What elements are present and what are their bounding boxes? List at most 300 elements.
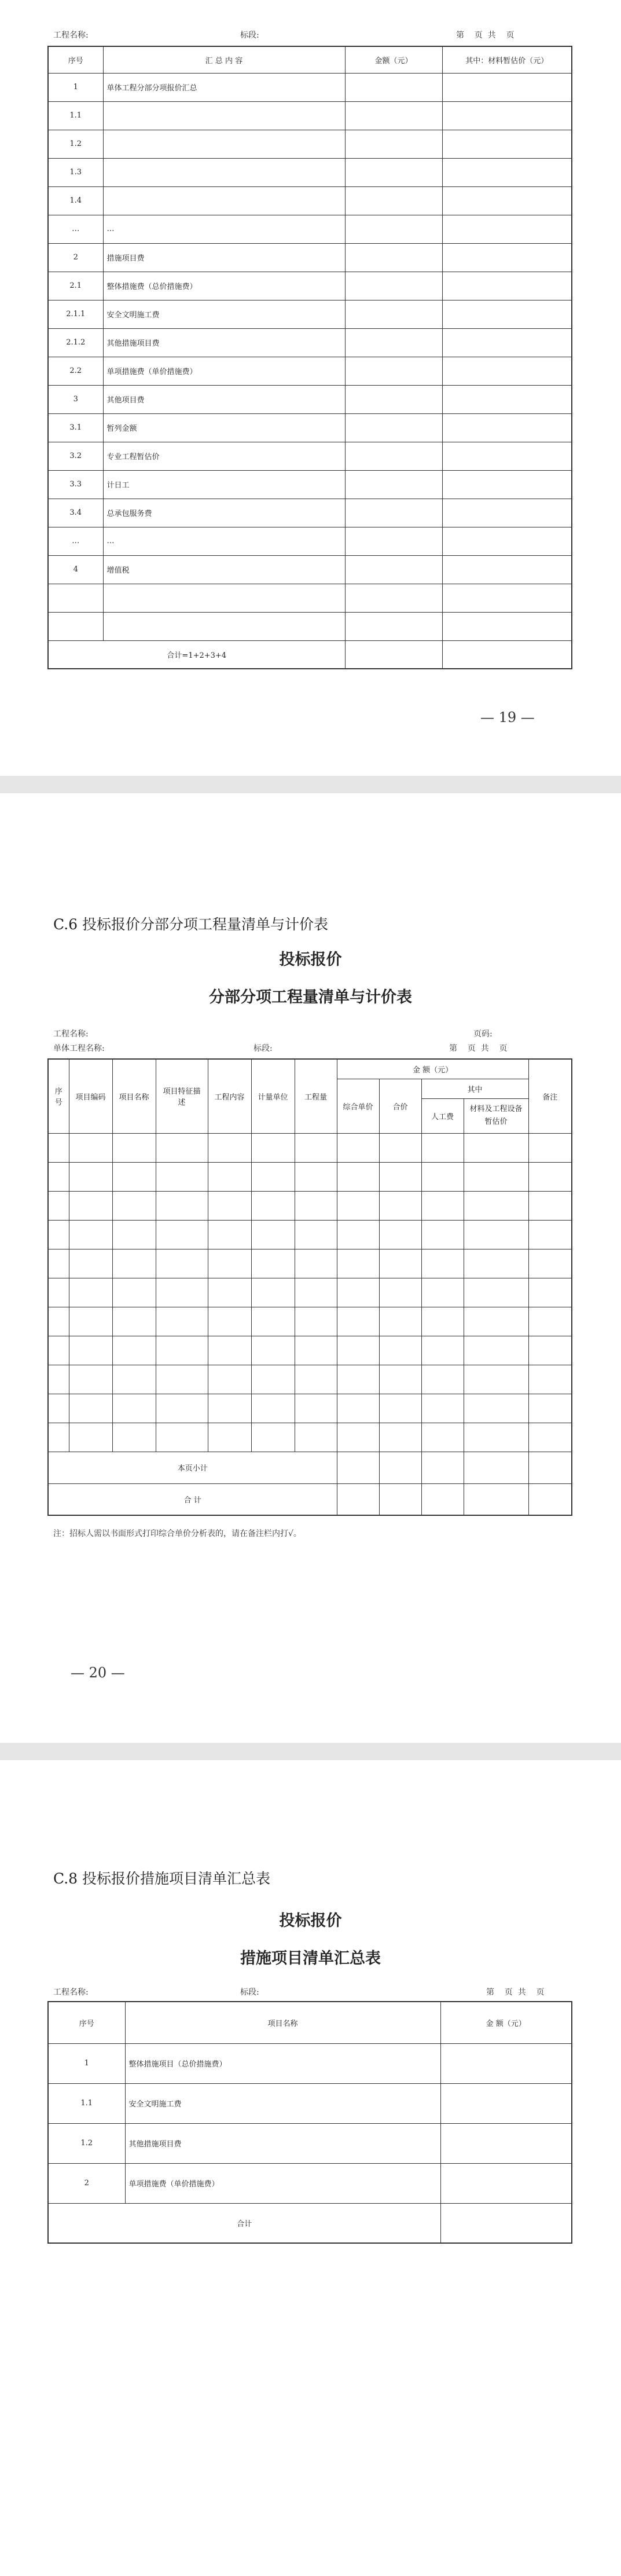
col-header-2: 金额（元） (345, 46, 442, 73)
cell (379, 1307, 421, 1336)
cell (112, 1307, 156, 1336)
cell (295, 1162, 337, 1191)
cell (528, 1278, 572, 1307)
subtotal-row-label: 本页小计 (48, 1452, 337, 1483)
table-row (48, 73, 572, 101)
table-row (48, 215, 572, 243)
row-amount (345, 186, 442, 215)
total-label: 合计=1+2+3+4 (48, 640, 345, 669)
cell (112, 1133, 156, 1162)
cell (251, 1220, 295, 1249)
cell (421, 1483, 464, 1515)
row-material-est (442, 499, 572, 527)
table-row (48, 1394, 572, 1423)
cell (208, 1365, 251, 1394)
row-material-est (442, 243, 572, 272)
cell (421, 1394, 464, 1423)
cell (421, 1365, 464, 1394)
row-amount (345, 555, 442, 584)
col-header-3: 其中：材料暂估价（元） (442, 46, 572, 73)
cell (251, 1191, 295, 1220)
cell (295, 1423, 337, 1452)
row-amount (345, 73, 442, 101)
table-row (48, 612, 572, 640)
total-label: 合计 (48, 2203, 440, 2243)
cell (464, 1336, 528, 1365)
table-row (48, 442, 572, 470)
cell (208, 1191, 251, 1220)
cell (337, 1133, 379, 1162)
cell (112, 1423, 156, 1452)
cell (48, 1162, 69, 1191)
cell (379, 1423, 421, 1452)
cell (421, 1452, 464, 1483)
cell (48, 1394, 69, 1423)
cell (48, 1220, 69, 1249)
row-content: 整体措施费（总价措施费） (103, 272, 345, 300)
cell (48, 1336, 69, 1365)
cell (112, 1365, 156, 1394)
total-amount (345, 640, 442, 669)
cell (379, 1191, 421, 1220)
row-seq: 1.1 (48, 2083, 125, 2123)
row-seq: 2.2 (48, 357, 103, 385)
row-seq: 1.3 (48, 158, 103, 186)
cell (464, 1191, 528, 1220)
cell (337, 1307, 379, 1336)
row-content: 暂列金额 (103, 413, 345, 442)
col-qty: 工程量 (295, 1059, 337, 1133)
cell (528, 1483, 572, 1515)
table-row (48, 2083, 572, 2123)
cell (295, 1365, 337, 1394)
cell (337, 1394, 379, 1423)
cell (464, 1220, 528, 1249)
cell (464, 1133, 528, 1162)
col-name: 项目名称 (112, 1059, 156, 1133)
row-seq: … (48, 527, 103, 555)
cell (251, 1278, 295, 1307)
subtotal-row (48, 1452, 572, 1483)
row-content: 措施项目费 (103, 243, 345, 272)
cell (295, 1336, 337, 1365)
col-material: 材料及工程设备暂估价 (464, 1098, 528, 1133)
cell (251, 1249, 295, 1278)
cell (112, 1336, 156, 1365)
section-title: C.6 投标报价分部分项工程量清单与计价表 (53, 916, 329, 933)
table-row (48, 1162, 572, 1191)
cell (337, 1423, 379, 1452)
cell (251, 1133, 295, 1162)
cell (528, 1394, 572, 1423)
row-amount (345, 442, 442, 470)
row-amount (345, 328, 442, 357)
row-seq: 1.1 (48, 101, 103, 130)
row-amount (345, 470, 442, 499)
cell (208, 1133, 251, 1162)
row-amount (345, 101, 442, 130)
cell (69, 1394, 112, 1423)
project-name-label: 工程名称: (53, 31, 89, 40)
summary-table (47, 46, 572, 669)
cell (48, 1191, 69, 1220)
row-item-name: 整体措施项目（总价措施费） (125, 2043, 440, 2083)
row-material-est (442, 158, 572, 186)
cell (337, 1220, 379, 1249)
cell (464, 1483, 528, 1515)
cell (337, 1336, 379, 1365)
cell (295, 1133, 337, 1162)
cell (112, 1394, 156, 1423)
cell (379, 1278, 421, 1307)
col-code: 项目编码 (69, 1059, 112, 1133)
row-seq: 2.1 (48, 272, 103, 300)
row-amount (345, 413, 442, 442)
row-amount (345, 357, 442, 385)
row-content: 增值税 (103, 555, 345, 584)
cell (208, 1249, 251, 1278)
cell (421, 1133, 464, 1162)
table-row (48, 158, 572, 186)
cell (208, 1336, 251, 1365)
table-row (48, 272, 572, 300)
page-number: — 20 — (71, 1665, 125, 1681)
cell (48, 1133, 69, 1162)
table-row (48, 1365, 572, 1394)
cell (208, 1220, 251, 1249)
table-row (48, 1336, 572, 1365)
cell (112, 1249, 156, 1278)
row-amount (345, 130, 442, 158)
total-row (48, 640, 572, 669)
col-amount: 金 额（元） (337, 1059, 528, 1079)
page-number: — 19 — (480, 709, 535, 725)
cell (156, 1191, 208, 1220)
cell (112, 1220, 156, 1249)
row-seq: 3.4 (48, 499, 103, 527)
row-amount (345, 158, 442, 186)
cell (156, 1336, 208, 1365)
cell (379, 1220, 421, 1249)
row-content (103, 584, 345, 612)
cell (464, 1423, 528, 1452)
doc-title: 投标报价 (279, 951, 342, 969)
cell (295, 1394, 337, 1423)
cell (69, 1249, 112, 1278)
cell (208, 1162, 251, 1191)
col-unit: 计量单位 (251, 1059, 295, 1133)
cell (379, 1162, 421, 1191)
cell (421, 1162, 464, 1191)
col-header-1: 项目名称 (125, 2002, 440, 2043)
row-item-name: 单项措施费（单价措施费） (125, 2163, 440, 2203)
cell (337, 1162, 379, 1191)
row-seq (48, 584, 103, 612)
cell (48, 1423, 69, 1452)
cell (528, 1336, 572, 1365)
table-title: 措施项目清单汇总表 (240, 1950, 381, 1967)
cell (464, 1452, 528, 1483)
project-name-label: 工程名称: (53, 1029, 89, 1039)
cell (464, 1307, 528, 1336)
row-seq: 2 (48, 2163, 125, 2203)
table-row (48, 2123, 572, 2163)
cell (208, 1394, 251, 1423)
cell (156, 1365, 208, 1394)
project-name-label: 工程名称: (53, 1988, 89, 1997)
row-content (103, 130, 345, 158)
row-seq: 1 (48, 2043, 125, 2083)
bill-quantities-table (47, 1058, 572, 1516)
cell (48, 1249, 69, 1278)
col-header-1: 汇 总 内 容 (103, 46, 345, 73)
cell (156, 1162, 208, 1191)
cell (379, 1394, 421, 1423)
cell (112, 1191, 156, 1220)
row-seq: 2.1.1 (48, 300, 103, 328)
cell (69, 1365, 112, 1394)
col-labor: 人工费 (421, 1098, 464, 1133)
unit-project-label: 单体工程名称: (53, 1044, 105, 1053)
row-material-est (442, 413, 572, 442)
cell (528, 1423, 572, 1452)
total-row-label: 合 计 (48, 1483, 337, 1515)
col-of-which: 其中 (421, 1079, 528, 1098)
page-count-label: 第 页 共 页 (456, 31, 515, 40)
row-seq: 1.2 (48, 130, 103, 158)
cell (69, 1278, 112, 1307)
cell (251, 1162, 295, 1191)
row-material-est (442, 101, 572, 130)
row-material-est (442, 272, 572, 300)
cell (528, 1365, 572, 1394)
row-seq: 1.4 (48, 186, 103, 215)
cell (528, 1162, 572, 1191)
cell (379, 1483, 421, 1515)
row-material-est (442, 442, 572, 470)
cell (379, 1336, 421, 1365)
cell (337, 1278, 379, 1307)
cell (295, 1307, 337, 1336)
row-material-est (442, 555, 572, 584)
cell (528, 1452, 572, 1483)
section-label: 标段: (240, 1988, 259, 1997)
row-amount (345, 243, 442, 272)
cell (156, 1423, 208, 1452)
table-row (48, 101, 572, 130)
row-amount (440, 2123, 572, 2163)
row-material-est (442, 73, 572, 101)
row-material-est (442, 385, 572, 413)
section-title: C.8 投标报价措施项目清单汇总表 (53, 1870, 271, 1887)
row-seq: 4 (48, 555, 103, 584)
table-row (48, 1278, 572, 1307)
row-amount (345, 300, 442, 328)
cell (48, 1365, 69, 1394)
row-content (103, 186, 345, 215)
row-amount (440, 2083, 572, 2123)
row-amount (440, 2043, 572, 2083)
cell (208, 1423, 251, 1452)
row-content: 其他措施项目费 (103, 328, 345, 357)
cell (156, 1394, 208, 1423)
cell (464, 1162, 528, 1191)
cell (528, 1307, 572, 1336)
row-amount (345, 215, 442, 243)
table-row (48, 2163, 572, 2203)
row-content: 其他项目费 (103, 385, 345, 413)
row-seq: … (48, 215, 103, 243)
row-seq: 3.1 (48, 413, 103, 442)
cell (208, 1278, 251, 1307)
doc-title: 投标报价 (279, 1912, 342, 1930)
total-row (48, 1483, 572, 1515)
col-total: 合价 (379, 1079, 421, 1133)
cell (379, 1249, 421, 1278)
cell (421, 1249, 464, 1278)
table-row (48, 1423, 572, 1452)
page-count-label: 第 页 共 页 (486, 1988, 545, 1997)
row-item-name: 安全文明施工费 (125, 2083, 440, 2123)
table-row (48, 413, 572, 442)
row-material-est (442, 215, 572, 243)
row-material-est (442, 130, 572, 158)
row-material-est (442, 357, 572, 385)
cell (337, 1249, 379, 1278)
table-row (48, 385, 572, 413)
cell (379, 1365, 421, 1394)
row-content: 安全文明施工费 (103, 300, 345, 328)
cell (421, 1220, 464, 1249)
total-material-est (442, 640, 572, 669)
row-content: 总承包服务费 (103, 499, 345, 527)
row-material-est (442, 300, 572, 328)
row-content: 专业工程暂估价 (103, 442, 345, 470)
cell (528, 1133, 572, 1162)
col-seq: 序号 (48, 1059, 69, 1133)
row-seq: 3.2 (48, 442, 103, 470)
table-row (48, 243, 572, 272)
cell (421, 1336, 464, 1365)
col-header-2: 金 额（元） (440, 2002, 572, 2043)
row-amount (345, 499, 442, 527)
row-seq (48, 612, 103, 640)
cell (112, 1278, 156, 1307)
table-title: 分部分项工程量清单与计价表 (209, 988, 412, 1006)
cell (295, 1220, 337, 1249)
row-material-est (442, 470, 572, 499)
table-row (48, 499, 572, 527)
row-seq: 3.3 (48, 470, 103, 499)
cell (208, 1307, 251, 1336)
row-content (103, 101, 345, 130)
row-content (103, 158, 345, 186)
table-row (48, 470, 572, 499)
col-remark: 备注 (528, 1059, 572, 1133)
cell (295, 1249, 337, 1278)
cell (251, 1423, 295, 1452)
row-item-name: 其他措施项目费 (125, 2123, 440, 2163)
cell (337, 1483, 379, 1515)
cell (337, 1365, 379, 1394)
cell (528, 1249, 572, 1278)
row-seq: 1.2 (48, 2123, 125, 2163)
page-count-label: 第 页 共 页 (449, 1044, 508, 1053)
col-header-0: 序号 (48, 46, 103, 73)
table-row (48, 1220, 572, 1249)
cell (379, 1452, 421, 1483)
table-row (48, 357, 572, 385)
row-material-est (442, 584, 572, 612)
cell (337, 1452, 379, 1483)
cell (295, 1278, 337, 1307)
table-row (48, 186, 572, 215)
section-label: 标段: (253, 1044, 273, 1053)
cell (48, 1278, 69, 1307)
table-row (48, 584, 572, 612)
table-row (48, 328, 572, 357)
row-content: 单体工程分部分项报价汇总 (103, 73, 345, 101)
table-row (48, 1133, 572, 1162)
col-feature: 项目特征描述 (156, 1059, 208, 1133)
row-content (103, 612, 345, 640)
row-amount (345, 584, 442, 612)
row-amount (345, 527, 442, 555)
cell (69, 1133, 112, 1162)
table-row (48, 1307, 572, 1336)
row-amount (345, 272, 442, 300)
cell (528, 1220, 572, 1249)
cell (69, 1336, 112, 1365)
table-row (48, 2043, 572, 2083)
cell (251, 1394, 295, 1423)
cell (464, 1278, 528, 1307)
cell (251, 1336, 295, 1365)
row-seq: 2 (48, 243, 103, 272)
cell (464, 1249, 528, 1278)
cell (421, 1191, 464, 1220)
page-21 (0, 1760, 621, 2576)
table-row (48, 130, 572, 158)
cell (156, 1220, 208, 1249)
page-20 (0, 793, 621, 1743)
cell (69, 1307, 112, 1336)
row-amount (440, 2163, 572, 2203)
cell (69, 1423, 112, 1452)
row-content: … (103, 527, 345, 555)
cell (251, 1365, 295, 1394)
table-row (48, 1191, 572, 1220)
cell (112, 1162, 156, 1191)
cell (421, 1278, 464, 1307)
row-material-est (442, 328, 572, 357)
row-amount (345, 385, 442, 413)
cell (156, 1133, 208, 1162)
page-code-label: 页码: (473, 1029, 493, 1039)
cell (464, 1394, 528, 1423)
col-unit-price: 综合单价 (337, 1079, 379, 1133)
cell (464, 1365, 528, 1394)
cell (379, 1133, 421, 1162)
table-row (48, 1249, 572, 1278)
cell (156, 1307, 208, 1336)
table-row (48, 300, 572, 328)
total-amount (440, 2203, 572, 2243)
row-amount (345, 612, 442, 640)
table-row (48, 555, 572, 584)
cell (69, 1220, 112, 1249)
cell (156, 1249, 208, 1278)
